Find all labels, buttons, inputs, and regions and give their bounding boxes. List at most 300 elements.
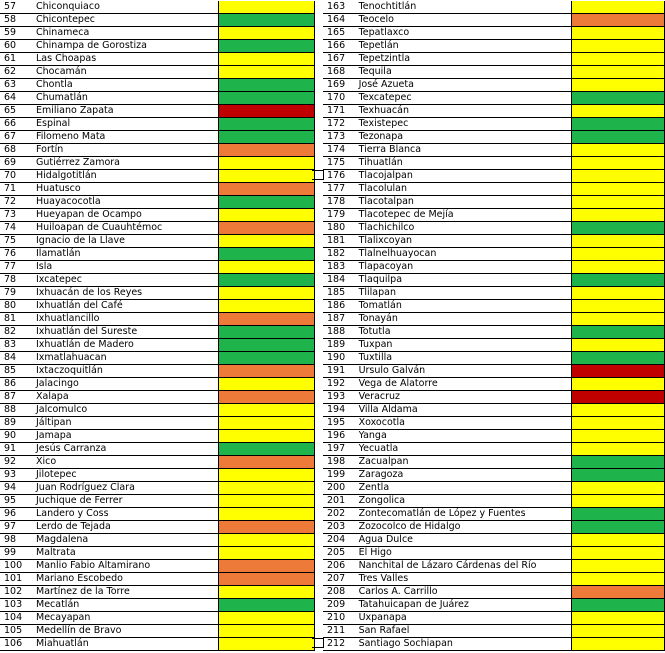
- table-row: [323, 92, 665, 105]
- row-number: 206: [323, 560, 357, 573]
- row-number: 185: [323, 287, 357, 300]
- municipality-name: Tlalnelhuayocan: [357, 248, 572, 261]
- status-color-cell: [219, 79, 315, 92]
- row-number: 183: [323, 261, 357, 274]
- row-number: 186: [323, 300, 357, 313]
- table-row: [323, 612, 665, 625]
- municipality-name: Tonayán: [357, 313, 572, 326]
- table-row: [0, 599, 315, 612]
- status-color-cell: [219, 508, 315, 521]
- table-row: [0, 1, 315, 14]
- row-number: 211: [323, 625, 357, 638]
- municipality-name: Xoxocotla: [357, 417, 572, 430]
- row-number: 164: [323, 14, 357, 27]
- table-row: [0, 261, 315, 274]
- row-number: 197: [323, 443, 357, 456]
- municipality-name: Veracruz: [357, 391, 572, 404]
- municipality-name: Texistepec: [357, 118, 572, 131]
- municipality-name: Tres Valles: [357, 573, 572, 586]
- row-number: 205: [323, 547, 357, 560]
- table-row: [323, 53, 665, 66]
- table-row: [0, 183, 315, 196]
- municipality-name: Tatahuicapan de Juárez: [357, 599, 572, 612]
- row-number: 184: [323, 274, 357, 287]
- row-number: 97: [0, 521, 34, 534]
- table-row: [323, 40, 665, 53]
- status-color-cell: [572, 209, 665, 222]
- status-color-cell: [572, 222, 665, 235]
- table-row: [0, 79, 315, 92]
- table-row: [323, 14, 665, 27]
- status-color-cell: [219, 287, 315, 300]
- row-number: 187: [323, 313, 357, 326]
- table-row: [0, 495, 315, 508]
- municipality-name: Tlacotalpan: [357, 196, 572, 209]
- municipality-name: Filomeno Mata: [34, 131, 219, 144]
- status-color-cell: [219, 573, 315, 586]
- row-number: 73: [0, 209, 34, 222]
- table-row: [323, 183, 665, 196]
- table-row: [323, 105, 665, 118]
- table-row: [0, 391, 315, 404]
- municipality-name: Ixhuatlán del Sureste: [34, 326, 219, 339]
- status-color-cell: [572, 326, 665, 339]
- row-number: 92: [0, 456, 34, 469]
- status-color-cell: [219, 14, 315, 27]
- row-number: 79: [0, 287, 34, 300]
- status-color-cell: [219, 430, 315, 443]
- row-number: 80: [0, 300, 34, 313]
- table-row: [323, 521, 665, 534]
- row-number: 200: [323, 482, 357, 495]
- municipality-name: Yanga: [357, 430, 572, 443]
- table-row: [323, 365, 665, 378]
- municipality-name: Huiloapan de Cuauhtémoc: [34, 222, 219, 235]
- table-row: [323, 157, 665, 170]
- row-number: 91: [0, 443, 34, 456]
- row-number: 188: [323, 326, 357, 339]
- table-row: [323, 27, 665, 40]
- municipality-name: Zaragoza: [357, 469, 572, 482]
- right-table-panel: [323, 1, 665, 651]
- table-row: [0, 313, 315, 326]
- row-number: 212: [323, 638, 357, 651]
- municipality-name: Ursulo Galván: [357, 365, 572, 378]
- row-number: 201: [323, 495, 357, 508]
- table-row: [0, 40, 315, 53]
- row-number: 98: [0, 534, 34, 547]
- row-number: 180: [323, 222, 357, 235]
- row-number: 82: [0, 326, 34, 339]
- table-row: [323, 430, 665, 443]
- table-row: [323, 378, 665, 391]
- table-row: [0, 378, 315, 391]
- table-row: [0, 339, 315, 352]
- municipality-name: Texhuacán: [357, 105, 572, 118]
- municipality-name: Tomatlán: [357, 300, 572, 313]
- table-row: [0, 300, 315, 313]
- municipality-name: Gutiérrez Zamora: [34, 157, 219, 170]
- row-number: 68: [0, 144, 34, 157]
- municipality-table-left: [0, 1, 315, 651]
- row-number: 166: [323, 40, 357, 53]
- municipality-name: Zozocolco de Hidalgo: [357, 521, 572, 534]
- status-color-cell: [219, 248, 315, 261]
- status-color-cell: [572, 196, 665, 209]
- municipality-name: Tlapacoyan: [357, 261, 572, 274]
- status-color-cell: [219, 53, 315, 66]
- row-number: 83: [0, 339, 34, 352]
- row-number: 203: [323, 521, 357, 534]
- table-row: [0, 287, 315, 300]
- municipality-name: Espinal: [34, 118, 219, 131]
- row-number: 196: [323, 430, 357, 443]
- status-color-cell: [219, 352, 315, 365]
- table-row: [323, 66, 665, 79]
- status-color-cell: [219, 40, 315, 53]
- municipality-name: Mariano Escobedo: [34, 573, 219, 586]
- municipality-name: Tihuatlán: [357, 157, 572, 170]
- row-number: 192: [323, 378, 357, 391]
- table-row: [0, 521, 315, 534]
- municipality-name: Chiconquiaco: [34, 1, 219, 14]
- row-number: 93: [0, 469, 34, 482]
- row-number: 76: [0, 248, 34, 261]
- table-row: [0, 144, 315, 157]
- municipality-name: Tezonapa: [357, 131, 572, 144]
- table-row: [323, 586, 665, 599]
- row-number: 81: [0, 313, 34, 326]
- row-number: 95: [0, 495, 34, 508]
- row-number: 105: [0, 625, 34, 638]
- row-number: 209: [323, 599, 357, 612]
- row-number: 173: [323, 131, 357, 144]
- row-number: 168: [323, 66, 357, 79]
- row-number: 62: [0, 66, 34, 79]
- status-color-cell: [219, 365, 315, 378]
- table-row: [323, 248, 665, 261]
- municipality-name: Villa Aldama: [357, 404, 572, 417]
- municipality-name: Vega de Alatorre: [357, 378, 572, 391]
- table-row: [0, 365, 315, 378]
- table-row: [323, 404, 665, 417]
- table-row: [0, 14, 315, 27]
- status-color-cell: [219, 1, 315, 14]
- status-color-cell: [572, 352, 665, 365]
- municipality-name: Tepetzintla: [357, 53, 572, 66]
- row-number: 57: [0, 1, 34, 14]
- status-color-cell: [572, 27, 665, 40]
- municipality-name: Tlacotepec de Mejía: [357, 209, 572, 222]
- municipality-name: Zentla: [357, 482, 572, 495]
- status-color-cell: [219, 274, 315, 287]
- row-number: 182: [323, 248, 357, 261]
- municipality-name: Ilamatlán: [34, 248, 219, 261]
- row-number: 88: [0, 404, 34, 417]
- municipality-name: Tlaquilpa: [357, 274, 572, 287]
- row-number: 70: [0, 170, 34, 183]
- municipality-name: Chumatlán: [34, 92, 219, 105]
- table-row: [0, 638, 315, 651]
- status-color-cell: [572, 365, 665, 378]
- row-number: 75: [0, 235, 34, 248]
- municipality-name: Chinameca: [34, 27, 219, 40]
- municipality-name: Tepatlaxco: [357, 27, 572, 40]
- table-row: [323, 339, 665, 352]
- municipality-name: Jalcomulco: [34, 404, 219, 417]
- table-row: [0, 612, 315, 625]
- row-number: 84: [0, 352, 34, 365]
- table-row: [323, 209, 665, 222]
- municipality-name: Chontla: [34, 79, 219, 92]
- municipality-name: Huatusco: [34, 183, 219, 196]
- municipality-name: Ixcatepec: [34, 274, 219, 287]
- municipality-name: Zacualpan: [357, 456, 572, 469]
- row-number: 58: [0, 14, 34, 27]
- table-row: [0, 196, 315, 209]
- status-color-cell: [572, 53, 665, 66]
- municipality-name: Ignacio de la Llave: [34, 235, 219, 248]
- status-color-cell: [572, 417, 665, 430]
- municipality-name: El Higo: [357, 547, 572, 560]
- row-number: 172: [323, 118, 357, 131]
- table-row: [323, 1, 665, 14]
- row-number: 176: [323, 170, 357, 183]
- table-row: [323, 170, 665, 183]
- table-row: [323, 560, 665, 573]
- status-color-cell: [572, 235, 665, 248]
- row-number: 90: [0, 430, 34, 443]
- table-row: [323, 235, 665, 248]
- table-row: [323, 261, 665, 274]
- status-color-cell: [219, 209, 315, 222]
- municipality-name: Nanchital de Lázaro Cárdenas del Río: [357, 560, 572, 573]
- municipality-name: Xalapa: [34, 391, 219, 404]
- status-color-cell: [219, 118, 315, 131]
- table-row: [0, 547, 315, 560]
- municipality-name: Magdalena: [34, 534, 219, 547]
- row-number: 181: [323, 235, 357, 248]
- status-color-cell: [219, 638, 315, 651]
- status-color-cell: [572, 79, 665, 92]
- status-color-cell: [572, 313, 665, 326]
- status-color-cell: [219, 157, 315, 170]
- row-number: 66: [0, 118, 34, 131]
- status-color-cell: [219, 235, 315, 248]
- table-row: [0, 326, 315, 339]
- table-row: [0, 157, 315, 170]
- row-number: 74: [0, 222, 34, 235]
- row-number: 194: [323, 404, 357, 417]
- municipality-name: Carlos A. Carrillo: [357, 586, 572, 599]
- status-color-cell: [572, 469, 665, 482]
- row-number: 64: [0, 92, 34, 105]
- municipality-name: Texcatepec: [357, 92, 572, 105]
- row-number: 202: [323, 508, 357, 521]
- status-color-cell: [219, 482, 315, 495]
- status-color-cell: [219, 521, 315, 534]
- row-number: 78: [0, 274, 34, 287]
- status-color-cell: [572, 391, 665, 404]
- municipality-name: Jilotepec: [34, 469, 219, 482]
- status-color-cell: [572, 274, 665, 287]
- municipality-name: Huayacocotla: [34, 196, 219, 209]
- status-color-cell: [219, 534, 315, 547]
- status-color-cell: [219, 391, 315, 404]
- municipality-name: Juan Rodríguez Clara: [34, 482, 219, 495]
- municipality-name: Tlacolulan: [357, 183, 572, 196]
- status-color-cell: [219, 547, 315, 560]
- municipality-name: Las Choapas: [34, 53, 219, 66]
- status-color-cell: [572, 131, 665, 144]
- status-color-cell: [219, 261, 315, 274]
- status-color-cell: [219, 92, 315, 105]
- status-color-cell: [572, 183, 665, 196]
- row-number: 189: [323, 339, 357, 352]
- status-color-cell: [572, 521, 665, 534]
- municipality-name: Mecayapan: [34, 612, 219, 625]
- status-color-cell: [219, 469, 315, 482]
- municipality-name: Ixhuatlancillo: [34, 313, 219, 326]
- municipality-name: Lerdo de Tejada: [34, 521, 219, 534]
- table-row: [0, 27, 315, 40]
- row-number: 167: [323, 53, 357, 66]
- municipality-name: Tenochtitlán: [357, 1, 572, 14]
- table-row: [323, 469, 665, 482]
- municipality-name: Tlacojalpan: [357, 170, 572, 183]
- municipality-name: Miahuatlán: [34, 638, 219, 651]
- status-color-cell: [572, 547, 665, 560]
- table-row: [323, 638, 665, 651]
- municipality-name: Xico: [34, 456, 219, 469]
- table-row: [323, 274, 665, 287]
- municipality-name: Chinampa de Gorostiza: [34, 40, 219, 53]
- status-color-cell: [572, 261, 665, 274]
- municipality-name: Medellín de Bravo: [34, 625, 219, 638]
- table-row: [323, 456, 665, 469]
- status-color-cell: [572, 573, 665, 586]
- status-color-cell: [572, 404, 665, 417]
- status-color-cell: [219, 66, 315, 79]
- row-number: 210: [323, 612, 357, 625]
- municipality-name: Ixmatlahuacan: [34, 352, 219, 365]
- table-row: [323, 222, 665, 235]
- table-row: [323, 534, 665, 547]
- status-color-cell: [219, 443, 315, 456]
- table-row: [323, 599, 665, 612]
- status-color-cell: [219, 131, 315, 144]
- table-row: [323, 313, 665, 326]
- table-row: [0, 430, 315, 443]
- table-row: [0, 170, 315, 183]
- status-color-cell: [572, 1, 665, 14]
- municipality-name: Ixtaczoquitlán: [34, 365, 219, 378]
- status-color-cell: [572, 482, 665, 495]
- municipality-name: Mecatlán: [34, 599, 219, 612]
- status-color-cell: [572, 612, 665, 625]
- municipality-name: Ixhuatlán del Café: [34, 300, 219, 313]
- municipality-name: Zontecomatlán de López y Fuentes: [357, 508, 572, 521]
- status-color-cell: [219, 326, 315, 339]
- table-row: [323, 482, 665, 495]
- status-color-cell: [572, 170, 665, 183]
- table-row: [323, 79, 665, 92]
- table-row: [0, 274, 315, 287]
- table-row: [0, 404, 315, 417]
- table-row: [323, 326, 665, 339]
- status-color-cell: [219, 170, 315, 183]
- row-number: 207: [323, 573, 357, 586]
- status-color-cell: [219, 586, 315, 599]
- municipality-name: Landero y Coss: [34, 508, 219, 521]
- municipality-name: Uxpanapa: [357, 612, 572, 625]
- municipality-name: Chocamán: [34, 66, 219, 79]
- table-row: [0, 560, 315, 573]
- status-color-cell: [219, 625, 315, 638]
- table-row: [323, 391, 665, 404]
- table-row: [0, 534, 315, 547]
- row-number: 71: [0, 183, 34, 196]
- row-number: 177: [323, 183, 357, 196]
- status-color-cell: [572, 638, 665, 651]
- status-color-cell: [572, 625, 665, 638]
- status-color-cell: [219, 417, 315, 430]
- municipality-name: Zongolica: [357, 495, 572, 508]
- table-row: [323, 196, 665, 209]
- municipality-name: Yecuatla: [357, 443, 572, 456]
- table-row: [0, 235, 315, 248]
- row-number: 204: [323, 534, 357, 547]
- municipality-name: Tuxtilla: [357, 352, 572, 365]
- row-number: 102: [0, 586, 34, 599]
- status-color-cell: [572, 40, 665, 53]
- status-color-cell: [572, 66, 665, 79]
- municipality-name: Martínez de la Torre: [34, 586, 219, 599]
- table-row: [0, 53, 315, 66]
- municipality-name: Manlio Fabio Altamirano: [34, 560, 219, 573]
- table-row: [0, 248, 315, 261]
- row-number: 67: [0, 131, 34, 144]
- table-row: [323, 495, 665, 508]
- row-number: 69: [0, 157, 34, 170]
- municipality-name: Tepetlán: [357, 40, 572, 53]
- table-row: [0, 625, 315, 638]
- table-row: [323, 443, 665, 456]
- table-row: [0, 456, 315, 469]
- row-number: 208: [323, 586, 357, 599]
- table-row: [323, 547, 665, 560]
- row-number: 179: [323, 209, 357, 222]
- row-number: 65: [0, 105, 34, 118]
- row-number: 101: [0, 573, 34, 586]
- row-number: 174: [323, 144, 357, 157]
- row-number: 100: [0, 560, 34, 573]
- municipality-name: Juchique de Ferrer: [34, 495, 219, 508]
- left-table-panel: [0, 1, 315, 651]
- municipality-name: Jamapa: [34, 430, 219, 443]
- municipality-name: Tierra Blanca: [357, 144, 572, 157]
- status-color-cell: [219, 339, 315, 352]
- status-color-cell: [572, 586, 665, 599]
- status-color-cell: [219, 144, 315, 157]
- table-row: [323, 352, 665, 365]
- table-row: [0, 131, 315, 144]
- table-row: [0, 482, 315, 495]
- status-color-cell: [219, 404, 315, 417]
- municipality-name: Totutla: [357, 326, 572, 339]
- municipality-name: Teocelo: [357, 14, 572, 27]
- municipality-name: Hueyapan de Ocampo: [34, 209, 219, 222]
